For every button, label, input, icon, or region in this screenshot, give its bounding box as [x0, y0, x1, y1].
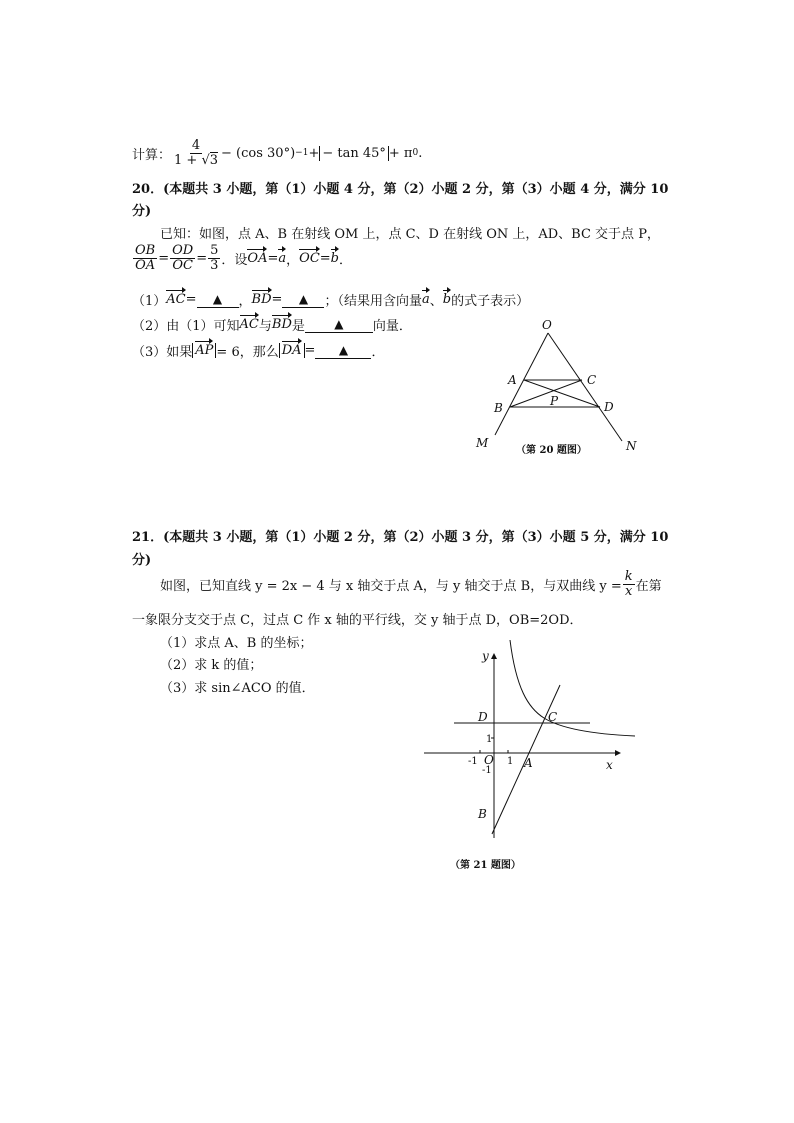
- label-a: A: [508, 373, 517, 387]
- q20-ratio-frac3: [208, 244, 220, 272]
- q20-p1-eq1: =: [185, 292, 197, 307]
- q20-p3-eq2: =: [304, 343, 316, 358]
- calc-root: 3: [209, 152, 219, 168]
- calc-den-prefix: 1 +: [174, 152, 202, 168]
- q20-number: 20: [132, 182, 151, 197]
- answer-triangle-icon: ▲: [212, 291, 223, 306]
- label-d: D: [478, 710, 488, 724]
- calc-part3: + π: [388, 145, 413, 161]
- label-o: O: [542, 318, 552, 332]
- calc-end: .: [418, 145, 423, 161]
- q21-intro1: [160, 570, 662, 598]
- label-o: O: [484, 753, 494, 767]
- q20-header-text: ．(本题共 3 小题，第（1）小题 4 分，第（2）小题 2 分，第（3）小题 4 分，满分 10: [150, 182, 669, 197]
- q21-part2: （2）求 k 的值；: [160, 658, 263, 673]
- q20-p1-comma: ，: [238, 294, 252, 309]
- q20-oc: OC: [172, 257, 193, 273]
- q20-vec-oa: OA: [247, 250, 268, 266]
- q20-three: 3: [210, 257, 219, 273]
- label-c: C: [587, 373, 597, 387]
- q20-abs-ap: [192, 343, 216, 358]
- q20-p1-note: ；（结果用含向量: [324, 294, 422, 309]
- q20-vec-oc: OC: [299, 250, 320, 266]
- q20-od: OD: [172, 243, 194, 258]
- hyperbola-branch: [510, 640, 635, 736]
- q20-vec-ac: AC: [166, 292, 186, 307]
- q20-p1-vec-b: b: [442, 292, 452, 307]
- q20-p2-end: 向量．: [372, 319, 412, 334]
- calc-line: [132, 133, 422, 173]
- label-n: N: [626, 439, 637, 453]
- segment-bc: [510, 380, 582, 407]
- fig20-caption: （第 20 题图）: [516, 445, 587, 456]
- q21-header-cont: 分): [132, 553, 152, 568]
- tick-label-xneg1: -1: [468, 756, 478, 767]
- q21-part3: （3）求 sin∠ACO 的值．: [160, 681, 315, 696]
- answer-triangle-icon: ▲: [334, 316, 344, 331]
- q20-eq2: =: [196, 250, 208, 266]
- calc-exp2: 0: [412, 148, 419, 158]
- q21-intro2: 一象限分支交于点 C，过点 C 作 x 轴的平行线，交 y 轴于点 D，OB=2OD．: [132, 613, 583, 628]
- tick-label-yneg1: -1: [482, 765, 492, 776]
- fig21-caption: （第 21 题图）: [450, 860, 521, 871]
- calc-numerator: 4: [191, 137, 201, 153]
- q20-eq4: =: [319, 250, 331, 266]
- q20-p1-note2: 、: [429, 294, 443, 309]
- label-c: C: [548, 710, 558, 724]
- q20-p2-vec-bd: BD: [271, 317, 292, 332]
- q21-frac-x: x: [624, 583, 633, 599]
- q20-ratio-frac1: [133, 244, 157, 272]
- q20-p2-is: 是: [291, 319, 305, 334]
- label-b: B: [478, 807, 487, 821]
- q20-given: 已知：如图，点 A、B 在射线 OM 上，点 C、D 在射线 ON 上，AD、BC 交于点 P，: [160, 227, 660, 242]
- q21-frac-k: k: [624, 569, 633, 584]
- q20-ratio-line: [132, 244, 352, 272]
- q20-eq1: =: [158, 250, 170, 266]
- calc-part2: +: [308, 145, 320, 161]
- q20-p3-period: ．: [371, 345, 385, 360]
- q20-p1-vec-a: a: [421, 292, 430, 307]
- calc-fraction: [172, 139, 220, 167]
- ray-on: [548, 333, 622, 441]
- q20-p2-vec-ac: AC: [239, 317, 259, 332]
- q20-ob: OB: [135, 243, 156, 258]
- q20-oa: OA: [135, 257, 156, 273]
- q20-abs-da: [279, 343, 305, 358]
- label-a: A: [524, 756, 533, 770]
- answer-triangle-icon: ▲: [298, 291, 309, 306]
- q20-p1-blank2[interactable]: [282, 292, 324, 308]
- q20-header-cont: 分): [132, 204, 152, 219]
- q20-part2: [132, 315, 412, 334]
- calc-abs: − tan 45°: [319, 146, 389, 161]
- calc-denominator: 1 + √3: [174, 152, 219, 168]
- q20-header: [132, 178, 668, 197]
- q20-vec-a: a: [278, 250, 287, 266]
- label-d: D: [604, 400, 614, 414]
- q20-p1-label: （1）: [132, 294, 167, 309]
- q21-figure: [420, 638, 650, 878]
- q20-figure: [470, 315, 650, 460]
- q20-vec-bd: BD: [251, 292, 272, 307]
- q20-p2-mid: 与: [258, 319, 272, 334]
- tick-label-y1: 1: [486, 734, 493, 745]
- q20-p1-blank1[interactable]: [197, 292, 239, 308]
- tick-label-x1: 1: [507, 756, 514, 767]
- q20-part1: [132, 290, 529, 309]
- q20-ratio-frac2: [170, 244, 195, 272]
- q20-part3: [132, 341, 384, 360]
- label-b: B: [494, 401, 503, 415]
- q20-p1-eq2: =: [271, 292, 283, 307]
- ray-om: [495, 333, 548, 435]
- q21-header: [132, 526, 668, 545]
- q20-five: 5: [210, 243, 219, 258]
- q20-vec-ap: AP: [195, 343, 214, 358]
- q20-set: ．设: [221, 252, 248, 268]
- label-p: P: [550, 394, 559, 408]
- q21-number: 21: [132, 530, 151, 545]
- calc-exp1: −1: [295, 148, 309, 158]
- q21-intro1-text: 如图，已知直线 y = 2x − 4 与 x 轴交于点 A，与 y 轴交于点 B，与双曲线 y =: [160, 578, 622, 594]
- q20-period1: ．: [339, 252, 353, 268]
- q21-frac: [623, 570, 635, 598]
- q20-p3-blank[interactable]: [315, 343, 371, 359]
- q20-p3-eq: = 6，那么: [216, 345, 279, 360]
- q20-vec-da: DA: [281, 343, 302, 358]
- q20-comma1: ，: [286, 252, 300, 268]
- q20-p2-blank[interactable]: [305, 317, 373, 333]
- axis-label-y: y: [482, 649, 489, 663]
- q21-header-text: ．(本题共 3 小题，第（1）小题 2 分，第（2）小题 3 分，第（3）小题 5 分，满分 10: [150, 530, 669, 545]
- q21-intro1-end: 在第: [635, 578, 662, 594]
- calc-part1: − (cos 30°): [221, 145, 296, 161]
- q20-p1-note3: 的式子表示）: [451, 294, 530, 309]
- calc-prefix: 计算：: [132, 147, 172, 163]
- q20-p2-label: （2）由（1）可知: [132, 319, 240, 334]
- answer-triangle-icon: ▲: [338, 342, 349, 357]
- q20-eq3: =: [267, 250, 279, 266]
- q20-vec-b: b: [330, 250, 339, 266]
- q20-p3-label: （3）如果: [132, 345, 193, 360]
- axis-label-x: x: [606, 758, 613, 772]
- label-m: M: [476, 436, 489, 450]
- q21-part1: （1）求点 A、B 的坐标；: [160, 636, 313, 651]
